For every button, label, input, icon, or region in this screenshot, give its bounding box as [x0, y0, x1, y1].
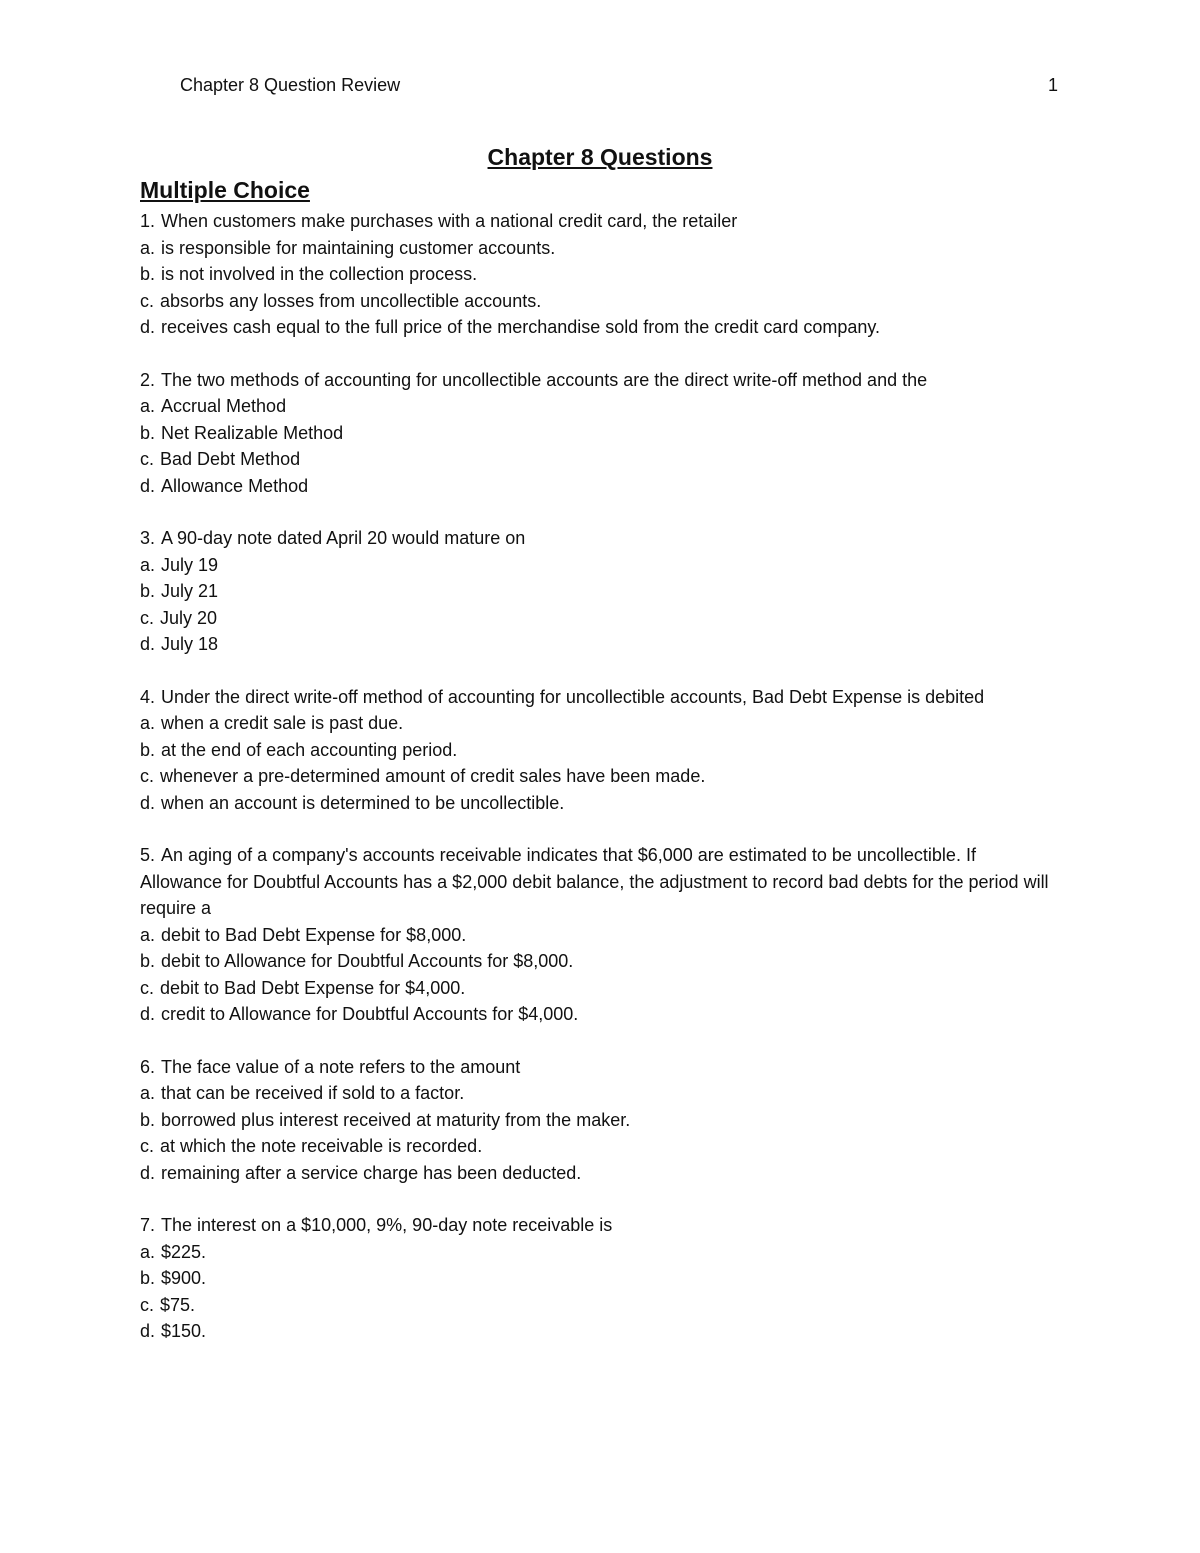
answer-option — [140, 1160, 1060, 1187]
option-letter: a. — [140, 924, 156, 945]
answer-option — [140, 393, 1060, 420]
question-2 — [140, 367, 1060, 500]
answer-option — [140, 922, 1060, 949]
answer-option — [140, 420, 1060, 447]
question-text: An aging of a company's accounts receivable indicates that $6,000 are estimated to be uncollectible. If Allowance for Doubtful Accounts has a $2,000 debit balance, the adjustment to record bad debts for the period will require a — [140, 845, 1049, 918]
question-number: 3. — [140, 528, 156, 548]
option-text: July 18 — [161, 634, 219, 654]
question-text: The two methods of accounting for uncollectible accounts are the direct write-off method and the — [161, 369, 928, 390]
question-number: 4. — [140, 686, 156, 707]
option-letter: a. — [140, 1241, 156, 1262]
answer-option — [140, 605, 1060, 632]
option-letter: a. — [140, 1083, 156, 1103]
option-text: Accrual Method — [161, 396, 287, 416]
answer-options — [140, 235, 1060, 341]
option-text: debit to Allowance for Doubtful Accounts for $8,000. — [161, 951, 574, 971]
option-letter: c. — [140, 607, 155, 628]
option-text: whenever a pre-determined amount of credit sales have been made. — [160, 766, 706, 786]
option-text: is not involved in the collection process. — [161, 264, 478, 284]
answer-option — [140, 446, 1060, 473]
question-stem — [140, 208, 1060, 235]
option-letter: c. — [140, 449, 155, 469]
option-text: that can be received if sold to a factor. — [161, 1083, 465, 1103]
option-text: absorbs any losses from uncollectible accounts. — [160, 290, 542, 311]
option-text: $225. — [161, 1241, 207, 1262]
option-letter: d. — [140, 475, 156, 496]
option-text: at which the note receivable is recorded. — [160, 1136, 483, 1156]
answer-options — [140, 1239, 1060, 1345]
answer-option — [140, 552, 1060, 579]
answer-option — [140, 578, 1060, 605]
option-text: credit to Allowance for Doubtful Accounts for $4,000. — [161, 1004, 579, 1024]
question-stem — [140, 1212, 1060, 1239]
option-letter: b. — [140, 739, 156, 760]
answer-option — [140, 1265, 1060, 1292]
question-4 — [140, 684, 1060, 817]
question-text: When customers make purchases with a national credit card, the retailer — [161, 211, 738, 231]
option-letter: d. — [140, 317, 156, 337]
question-stem — [140, 525, 1060, 552]
option-text: receives cash equal to the full price of the merchandise sold from the credit card company. — [161, 317, 881, 337]
option-text: Net Realizable Method — [161, 422, 344, 443]
option-letter: a. — [140, 713, 156, 733]
question-stem — [140, 1054, 1060, 1081]
option-text: is responsible for maintaining customer accounts. — [161, 237, 556, 258]
option-text: $900. — [161, 1268, 207, 1288]
answer-options — [140, 552, 1060, 658]
question-stem — [140, 842, 1060, 922]
answer-options — [140, 393, 1060, 499]
option-letter: a. — [140, 237, 156, 258]
option-letter: d. — [140, 792, 156, 813]
option-letter: b. — [140, 951, 156, 971]
option-text: when a credit sale is past due. — [161, 713, 404, 733]
option-text: debit to Bad Debt Expense for $4,000. — [160, 977, 466, 998]
option-letter: c. — [140, 1136, 155, 1156]
header-title: Chapter 8 Question Review — [180, 75, 401, 95]
question-1 — [140, 208, 1060, 341]
answer-option — [140, 975, 1060, 1002]
answer-option — [140, 235, 1060, 262]
option-text: Allowance Method — [161, 475, 309, 496]
question-text: The face value of a note refers to the amount — [161, 1056, 521, 1077]
answer-option — [140, 1107, 1060, 1134]
option-letter: d. — [140, 1162, 156, 1183]
answer-option — [140, 1239, 1060, 1266]
page-header — [180, 75, 1060, 99]
answer-option — [140, 1133, 1060, 1160]
option-text: $75. — [160, 1294, 196, 1315]
answer-option — [140, 631, 1060, 658]
option-text: debit to Bad Debt Expense for $8,000. — [161, 924, 467, 945]
option-text: Bad Debt Method — [160, 449, 301, 469]
document-title: Chapter 8 Questions — [487, 144, 713, 170]
answer-options — [140, 710, 1060, 816]
question-6 — [140, 1054, 1060, 1187]
option-text: when an account is determined to be uncollectible. — [161, 792, 565, 813]
option-text: at the end of each accounting period. — [161, 739, 458, 760]
option-text: July 21 — [161, 581, 219, 601]
answer-option — [140, 1001, 1060, 1028]
question-stem — [140, 367, 1060, 394]
option-letter: a. — [140, 396, 156, 416]
answer-option — [140, 790, 1060, 817]
question-number: 7. — [140, 1215, 156, 1235]
answer-option — [140, 710, 1060, 737]
question-number: 2. — [140, 369, 156, 390]
answer-option — [140, 314, 1060, 341]
question-5 — [140, 842, 1060, 1028]
answer-option — [140, 948, 1060, 975]
option-letter: b. — [140, 1109, 156, 1130]
option-letter: a. — [140, 554, 156, 575]
answer-option — [140, 737, 1060, 764]
answer-option — [140, 1292, 1060, 1319]
answer-option — [140, 763, 1060, 790]
option-letter: c. — [140, 766, 155, 786]
question-list — [140, 208, 1060, 1371]
answer-option — [140, 1080, 1060, 1107]
option-text: July 19 — [161, 554, 219, 575]
option-letter: c. — [140, 1294, 155, 1315]
question-7 — [140, 1212, 1060, 1345]
answer-option — [140, 288, 1060, 315]
question-text: Under the direct write-off method of accounting for uncollectible accounts, Bad Debt Expense is debited — [161, 686, 985, 707]
section-heading: Multiple Choice — [140, 177, 310, 203]
option-letter: d. — [140, 1004, 156, 1024]
question-stem — [140, 684, 1060, 711]
option-letter: b. — [140, 1268, 156, 1288]
option-letter: b. — [140, 264, 156, 284]
option-text: remaining after a service charge has been deducted. — [161, 1162, 582, 1183]
option-letter: d. — [140, 634, 156, 654]
question-number: 5. — [140, 845, 156, 865]
option-text: borrowed plus interest received at maturity from the maker. — [161, 1109, 631, 1130]
option-letter: c. — [140, 977, 155, 998]
option-letter: c. — [140, 290, 155, 311]
page-number: 1 — [1047, 75, 1058, 95]
option-text: July 20 — [160, 607, 218, 628]
answer-option — [140, 473, 1060, 500]
question-number: 6. — [140, 1056, 156, 1077]
question-text: The interest on a $10,000, 9%, 90-day note receivable is — [161, 1215, 613, 1235]
option-letter: d. — [140, 1321, 156, 1341]
option-letter: b. — [140, 422, 156, 443]
option-letter: b. — [140, 581, 156, 601]
question-text: A 90-day note dated April 20 would mature on — [161, 528, 526, 548]
option-text: $150. — [161, 1321, 207, 1341]
answer-option — [140, 261, 1060, 288]
answer-options — [140, 1080, 1060, 1186]
answer-options — [140, 922, 1060, 1028]
answer-option — [140, 1318, 1060, 1345]
question-3 — [140, 525, 1060, 658]
question-number: 1. — [140, 211, 156, 231]
